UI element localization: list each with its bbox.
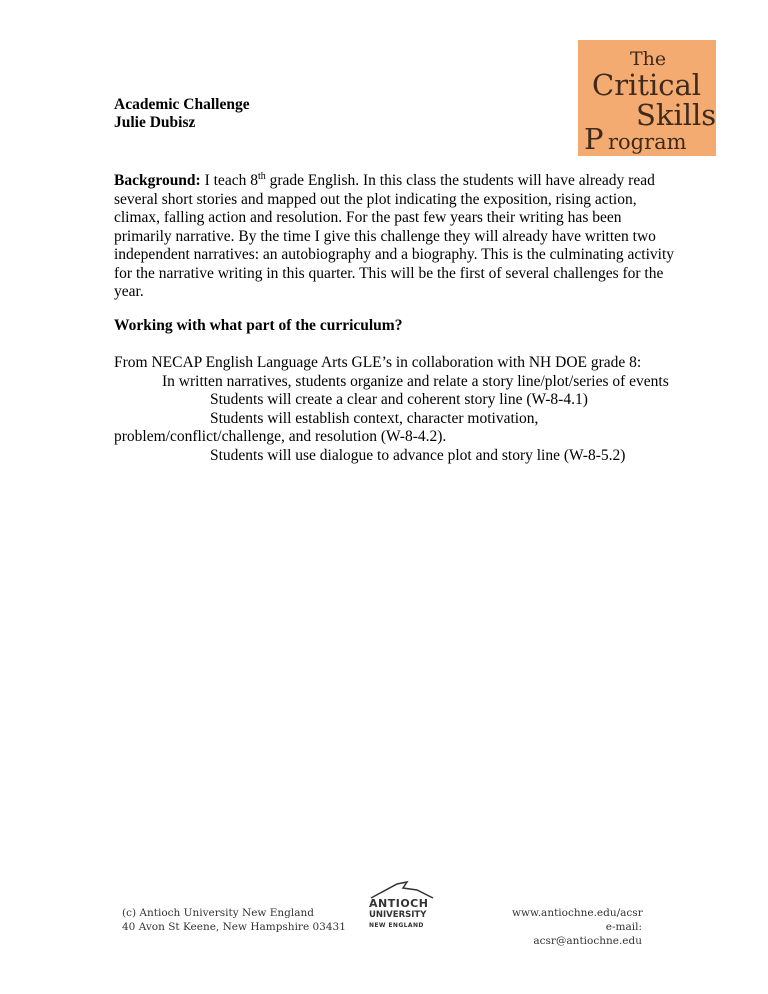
uni-name-antioch: ANTIOCH <box>369 897 429 910</box>
critical-skills-logo <box>578 40 716 156</box>
uni-name-new-england: NEW ENGLAND <box>369 922 424 929</box>
footer-copyright: (c) Antioch University New England <box>122 907 314 919</box>
curriculum-line-2: Students will create a clear and coherent story line (W-8-4.1) <box>210 391 588 408</box>
antioch-university-logo <box>367 880 437 934</box>
background-text-rest: grade English. In this class the students will have already read several short stories and mapped out the plot indicating the exposition, rising action, climax, falling action and resolution. For the past few years their writing has been primarily narrative. By the time I give this challenge they will already have written two independent narratives: an autobiography and a biography. This is the culminating activity for the narrative writing in this quarter. This will be the first of several challenges for the year. <box>114 172 675 301</box>
logo-line-rogram: rogram <box>608 130 687 154</box>
curriculum-intro: From NECAP English Language Arts GLE’s in collaboration with NH DOE grade 8: <box>114 354 642 371</box>
logo-line-the: The <box>630 48 667 70</box>
footer-street: 40 Avon St Keene, New Hampshire 03431 <box>122 921 346 933</box>
logo-line-critical: Critical <box>592 68 702 102</box>
background-sup: th <box>257 171 266 182</box>
curriculum-heading: Working with what part of the curriculum? <box>114 317 403 334</box>
curriculum-line-3a: Students will establish context, character motivation, <box>210 409 539 427</box>
footer-address <box>122 906 346 934</box>
logo-line-p: P <box>584 122 604 156</box>
document-header <box>114 96 250 132</box>
curriculum-block <box>114 354 674 465</box>
logo-line-skills: Skills <box>636 98 717 132</box>
background-text-start: I teach 8 <box>200 172 258 190</box>
footer-contact <box>512 906 642 948</box>
background-label: Background: <box>114 172 201 190</box>
footer-website: www.antiochne.edu/acsr <box>512 907 643 919</box>
footer-email: e-mail: acsr@antiochne.edu <box>533 921 642 947</box>
background-paragraph <box>114 168 674 302</box>
curriculum-line-4: Students will use dialogue to advance plot and story line (W-8-5.2) <box>210 446 626 464</box>
curriculum-line-3b: problem/conflict/challenge, and resolution (W-8-4.2). <box>114 428 447 445</box>
document-title: Academic Challenge <box>114 96 250 113</box>
uni-name-university: UNIVERSITY <box>369 910 427 920</box>
curriculum-line-1: In written narratives, students organize and relate a story line/plot/series of events <box>162 372 669 390</box>
document-author: Julie Dubisz <box>114 114 196 131</box>
